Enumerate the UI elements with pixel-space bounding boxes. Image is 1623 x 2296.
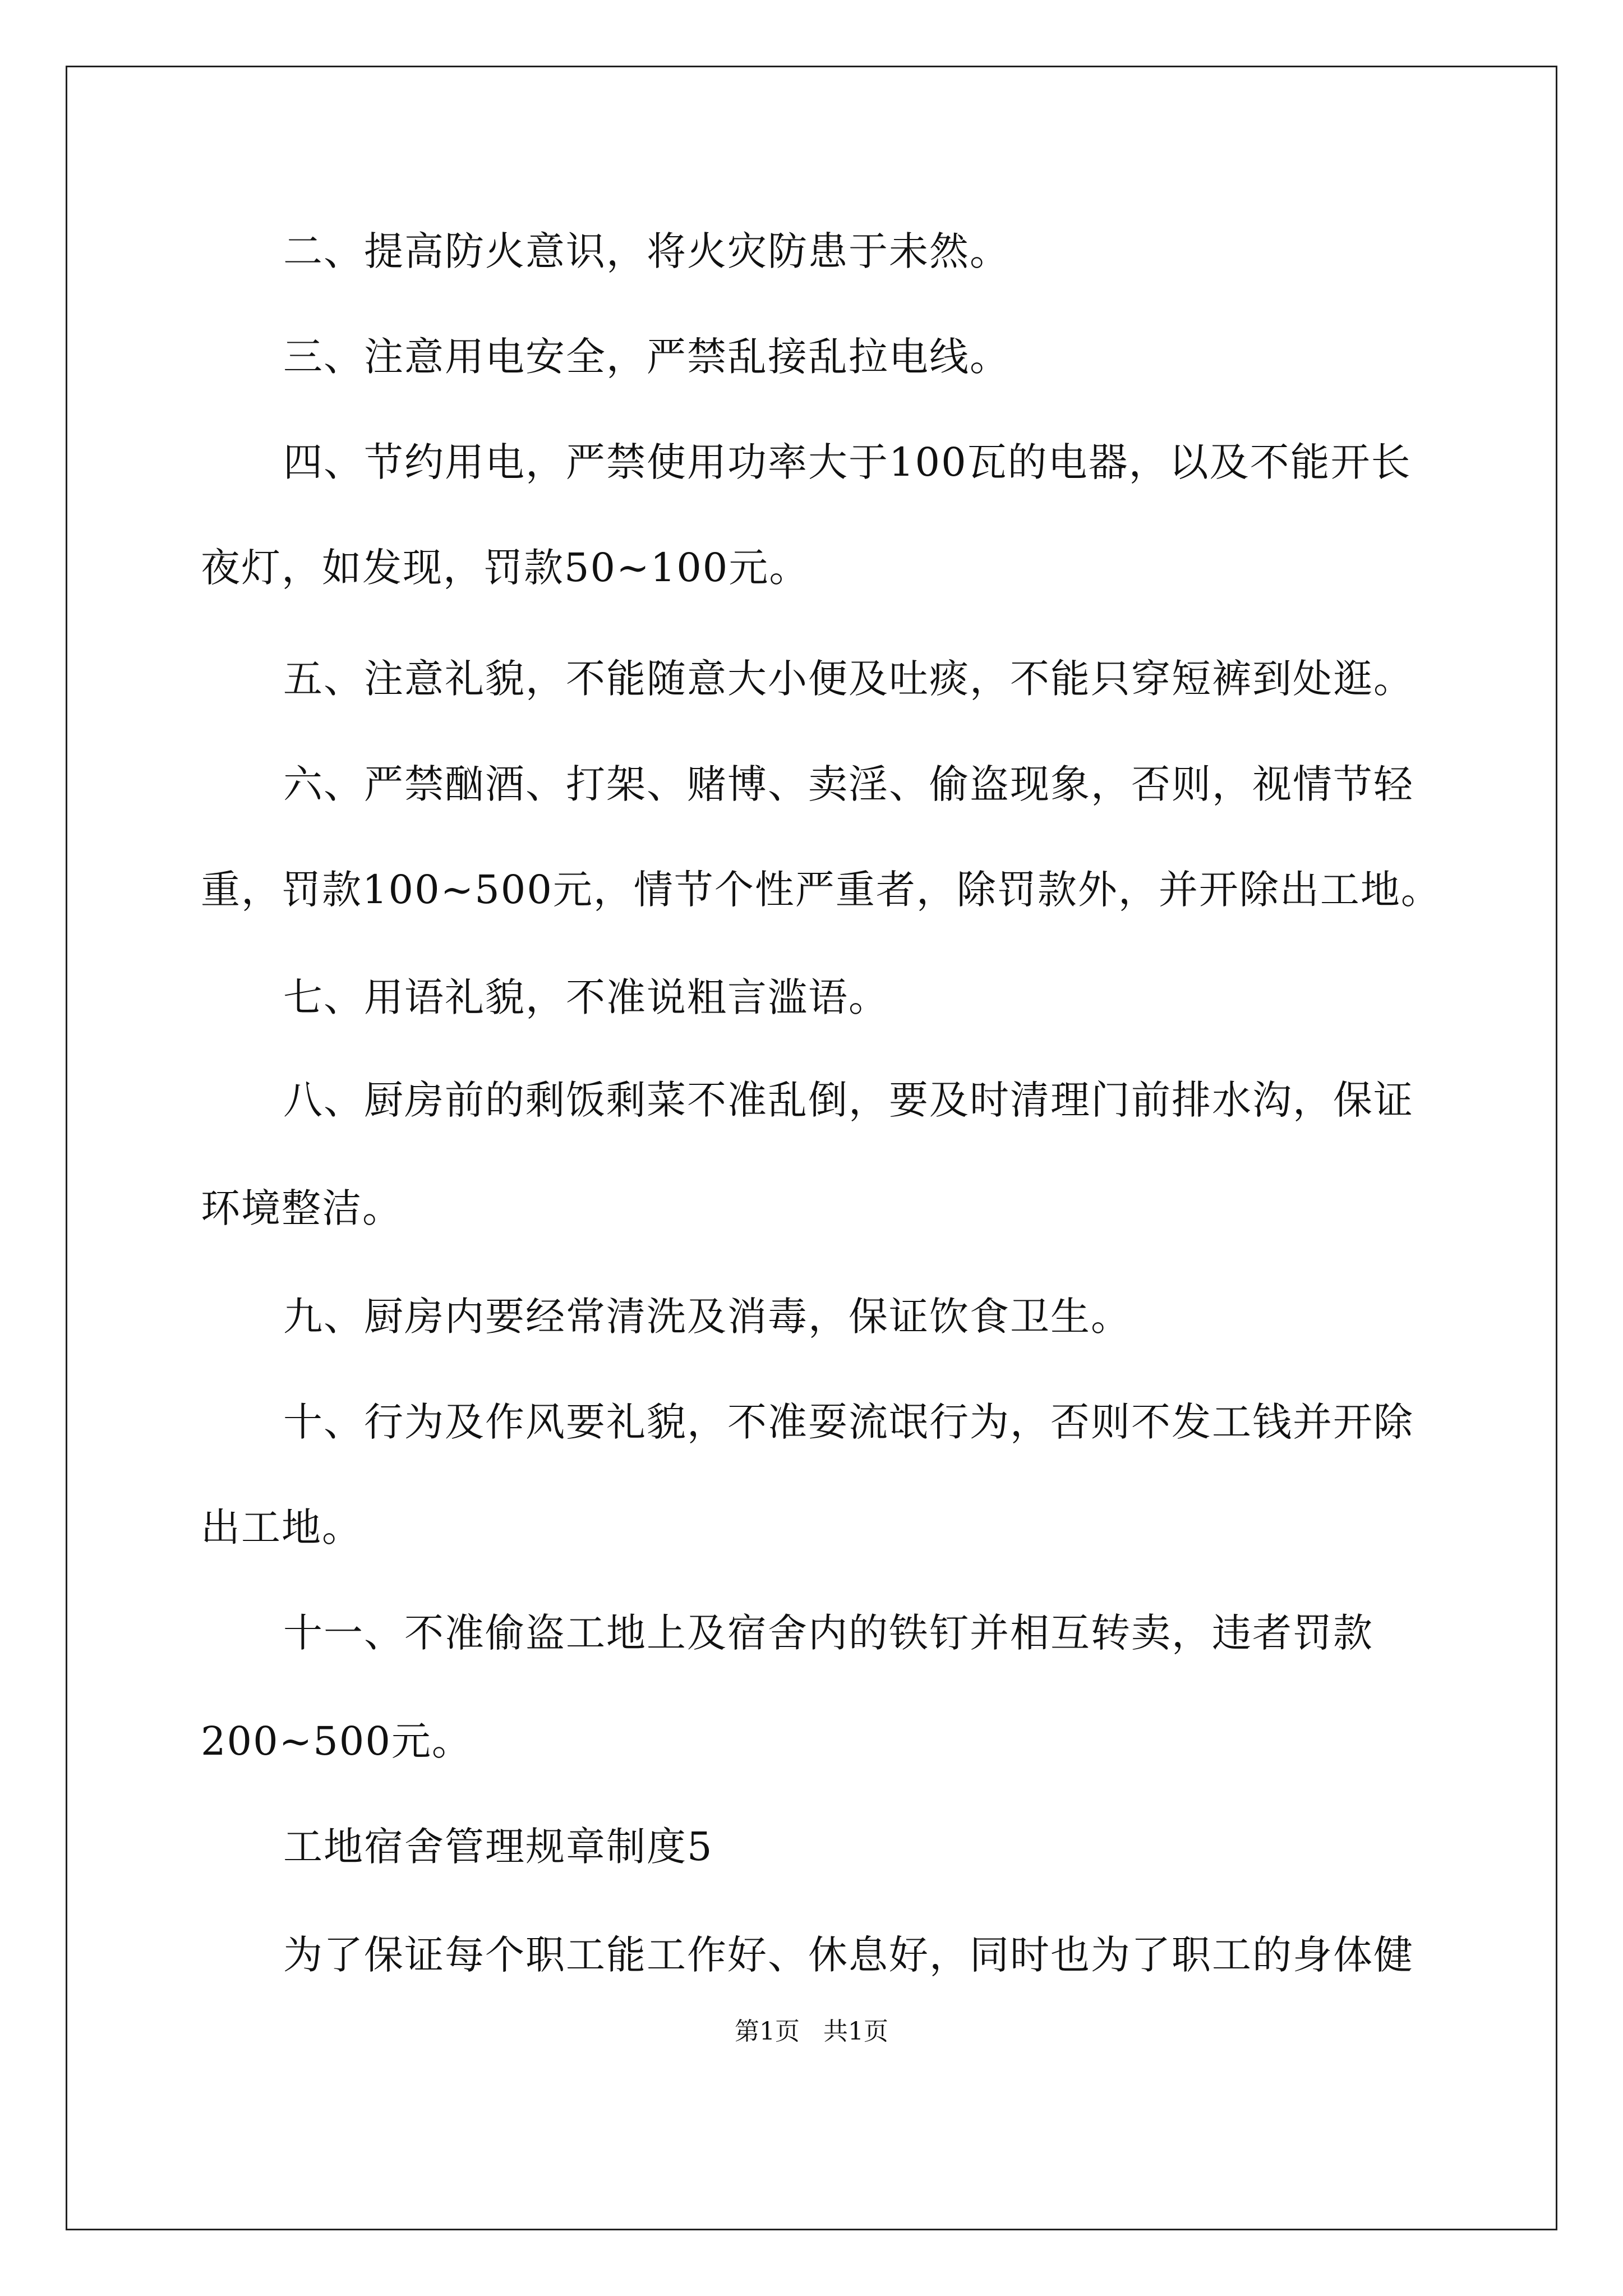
rule-4-line-1: 四、节约用电，严禁使用功率大于100瓦的电器，以及不能开长 [283,439,1412,485]
page-border [66,66,1557,2230]
rule-10-line-1: 十、行为及作风要礼貌，不准耍流氓行为，否则不发工钱并开除 [283,1399,1414,1445]
rule-6-line-2: 重，罚款100~500元，情节个性严重者，除罚款外，并开除出工地。 [201,867,1441,913]
rule-3: 三、注意用电安全，严禁乱接乱拉电线。 [283,334,1010,380]
rule-5: 五、注意礼貌，不能随意大小便及吐痰，不能只穿短裤到处逛。 [283,656,1414,702]
rule-10-line-2: 出工地。 [201,1504,362,1550]
rule-6-line-1: 六、严禁酗酒、打架、赌博、卖淫、偷盗现象，否则，视情节轻 [283,761,1414,807]
rule-2: 二、提高防火意识，将火灾防患于未然。 [283,228,1010,274]
rule-9: 九、厨房内要经常清洗及消毒，保证饮食卫生。 [283,1294,1131,1340]
rule-7: 七、用语礼貌，不准说粗言滥语。 [283,974,889,1020]
section-title: 工地宿舍管理规章制度5 [283,1824,713,1870]
rule-11-line-1: 十一、不准偷盗工地上及宿舍内的铁钉并相互转卖，违者罚款 [283,1610,1373,1656]
rule-11-line-2: 200~500元。 [201,1718,472,1764]
rule-8-line-2: 环境整洁。 [201,1185,403,1231]
page-number: 第1页 共1页 [735,2017,888,2046]
intro-line-1: 为了保证每个职工能工作好、休息好，同时也为了职工的身体健 [283,1932,1414,1978]
rule-4-line-2: 夜灯，如发现，罚款50~100元。 [201,545,810,591]
rule-8-line-1: 八、厨房前的剩饭剩菜不准乱倒，要及时清理门前排水沟，保证 [283,1077,1414,1123]
